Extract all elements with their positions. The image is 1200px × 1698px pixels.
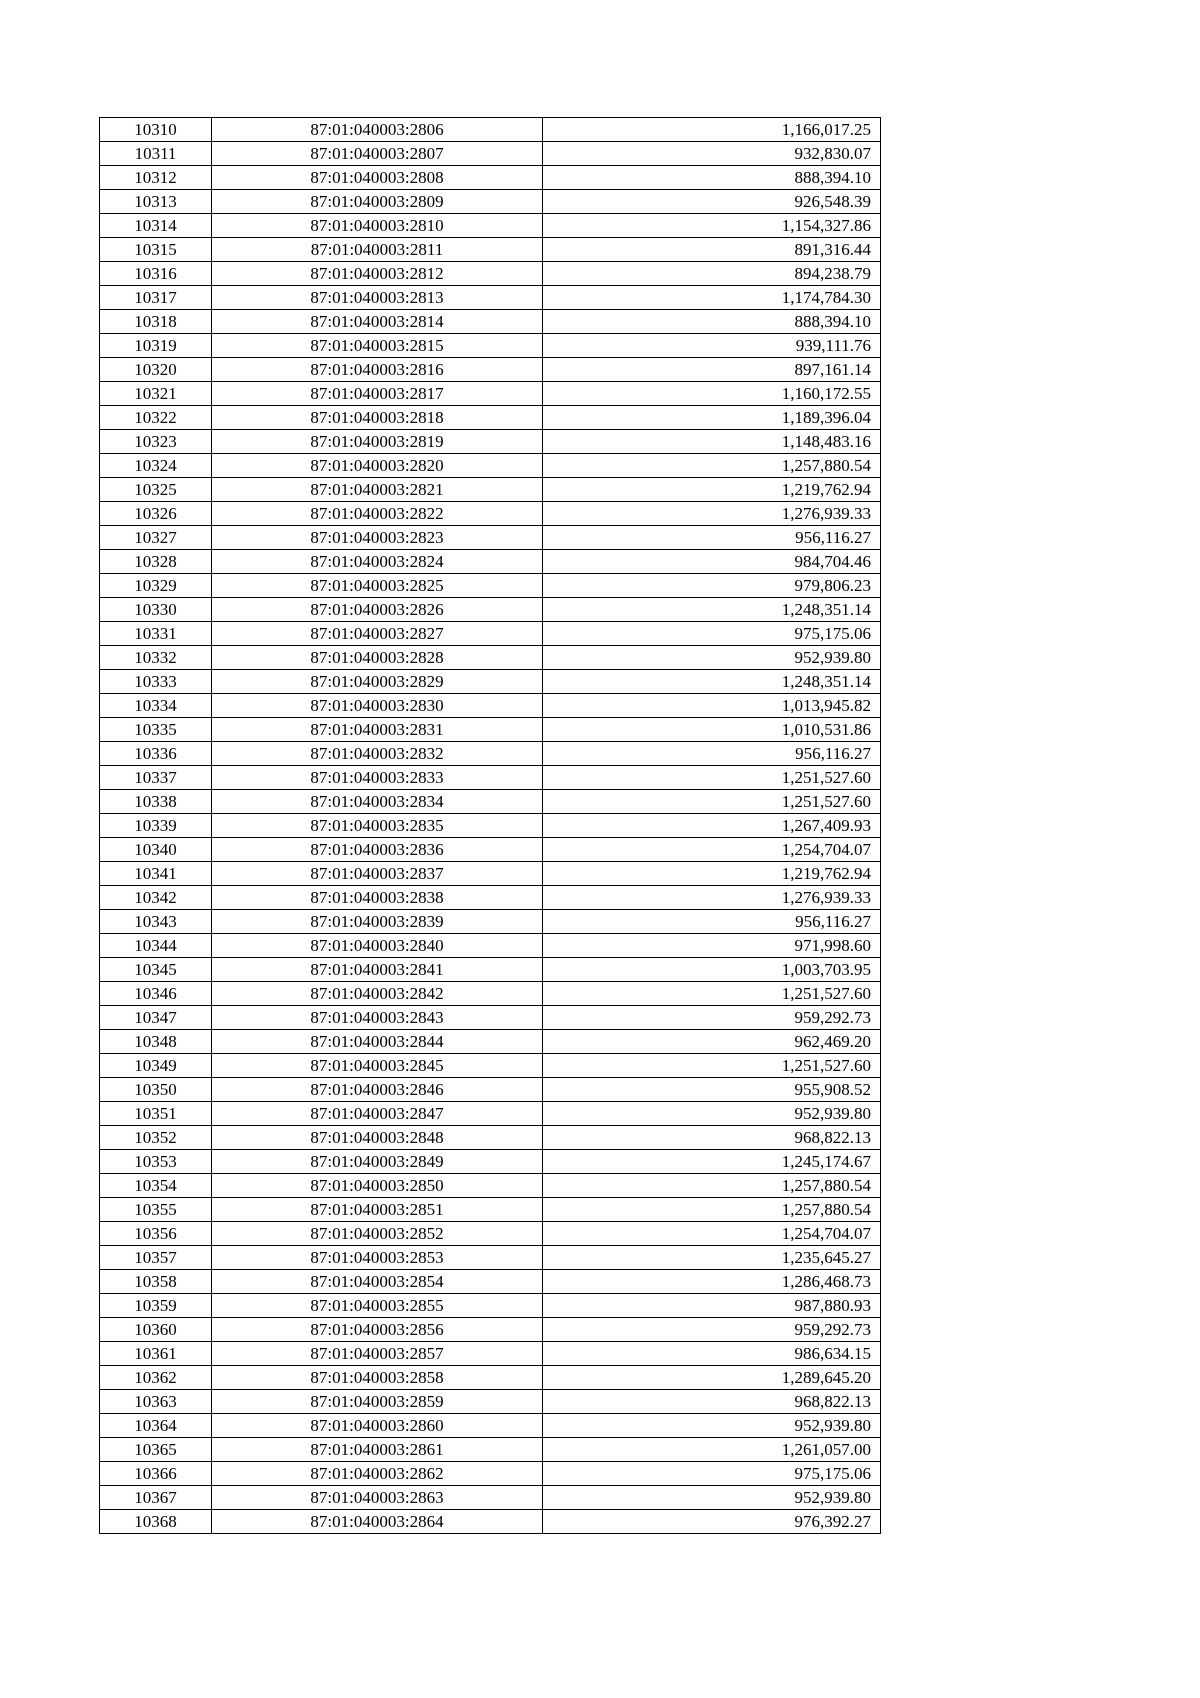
table-row	[100, 1318, 881, 1342]
table-row	[100, 1342, 881, 1366]
row-number-cell: 10311	[100, 142, 212, 166]
table-row	[100, 1294, 881, 1318]
table-row	[100, 910, 881, 934]
row-number-cell: 10331	[100, 622, 212, 646]
cadastral-number-cell: 87:01:040003:2839	[212, 910, 543, 934]
table-row	[100, 646, 881, 670]
table-row	[100, 262, 881, 286]
row-number-cell: 10335	[100, 718, 212, 742]
table-row	[100, 1126, 881, 1150]
row-number-cell: 10362	[100, 1366, 212, 1390]
cadastral-number-cell: 87:01:040003:2849	[212, 1150, 543, 1174]
row-number-cell: 10342	[100, 886, 212, 910]
value-cell: 926,548.39	[543, 190, 881, 214]
row-number-cell: 10357	[100, 1246, 212, 1270]
table-row	[100, 382, 881, 406]
cadastral-number-cell: 87:01:040003:2834	[212, 790, 543, 814]
value-cell: 1,267,409.93	[543, 814, 881, 838]
table-row	[100, 934, 881, 958]
value-cell: 986,634.15	[543, 1342, 881, 1366]
row-number-cell: 10347	[100, 1006, 212, 1030]
table-row	[100, 1006, 881, 1030]
cadastral-number-cell: 87:01:040003:2837	[212, 862, 543, 886]
value-cell: 987,880.93	[543, 1294, 881, 1318]
row-number-cell: 10354	[100, 1174, 212, 1198]
table-row	[100, 742, 881, 766]
row-number-cell: 10344	[100, 934, 212, 958]
value-cell: 888,394.10	[543, 310, 881, 334]
row-number-cell: 10367	[100, 1486, 212, 1510]
cadastral-number-cell: 87:01:040003:2823	[212, 526, 543, 550]
row-number-cell: 10319	[100, 334, 212, 358]
table-row	[100, 430, 881, 454]
row-number-cell: 10340	[100, 838, 212, 862]
value-cell: 939,111.76	[543, 334, 881, 358]
value-cell: 1,219,762.94	[543, 478, 881, 502]
row-number-cell: 10334	[100, 694, 212, 718]
cadastral-number-cell: 87:01:040003:2863	[212, 1486, 543, 1510]
table-row	[100, 694, 881, 718]
cadastral-number-cell: 87:01:040003:2840	[212, 934, 543, 958]
row-number-cell: 10364	[100, 1414, 212, 1438]
row-number-cell: 10345	[100, 958, 212, 982]
cadastral-number-cell: 87:01:040003:2813	[212, 286, 543, 310]
value-cell: 1,276,939.33	[543, 502, 881, 526]
cadastral-number-cell: 87:01:040003:2828	[212, 646, 543, 670]
value-cell: 956,116.27	[543, 526, 881, 550]
table-row	[100, 502, 881, 526]
value-cell: 952,939.80	[543, 1102, 881, 1126]
table-row	[100, 838, 881, 862]
row-number-cell: 10365	[100, 1438, 212, 1462]
table-row	[100, 406, 881, 430]
cadastral-number-cell: 87:01:040003:2827	[212, 622, 543, 646]
row-number-cell: 10323	[100, 430, 212, 454]
cadastral-number-cell: 87:01:040003:2853	[212, 1246, 543, 1270]
value-cell: 984,704.46	[543, 550, 881, 574]
cadastral-number-cell: 87:01:040003:2835	[212, 814, 543, 838]
cadastral-number-cell: 87:01:040003:2842	[212, 982, 543, 1006]
cadastral-number-cell: 87:01:040003:2861	[212, 1438, 543, 1462]
table-row	[100, 1510, 881, 1534]
row-number-cell: 10339	[100, 814, 212, 838]
value-cell: 1,235,645.27	[543, 1246, 881, 1270]
row-number-cell: 10324	[100, 454, 212, 478]
table-row	[100, 670, 881, 694]
table-row	[100, 478, 881, 502]
row-number-cell: 10326	[100, 502, 212, 526]
row-number-cell: 10353	[100, 1150, 212, 1174]
value-cell: 1,003,703.95	[543, 958, 881, 982]
row-number-cell: 10349	[100, 1054, 212, 1078]
value-cell: 1,013,945.82	[543, 694, 881, 718]
table-row	[100, 1390, 881, 1414]
table-row	[100, 598, 881, 622]
cadastral-number-cell: 87:01:040003:2818	[212, 406, 543, 430]
cadastral-number-cell: 87:01:040003:2832	[212, 742, 543, 766]
table-row	[100, 1462, 881, 1486]
value-cell: 1,189,396.04	[543, 406, 881, 430]
cadastral-number-cell: 87:01:040003:2851	[212, 1198, 543, 1222]
table-row	[100, 1030, 881, 1054]
cadastral-number-cell: 87:01:040003:2838	[212, 886, 543, 910]
row-number-cell: 10329	[100, 574, 212, 598]
table-row	[100, 334, 881, 358]
row-number-cell: 10327	[100, 526, 212, 550]
cadastral-number-cell: 87:01:040003:2850	[212, 1174, 543, 1198]
value-cell: 1,254,704.07	[543, 1222, 881, 1246]
table-row	[100, 886, 881, 910]
value-cell: 952,939.80	[543, 1486, 881, 1510]
cadastral-number-cell: 87:01:040003:2831	[212, 718, 543, 742]
row-number-cell: 10363	[100, 1390, 212, 1414]
cadastral-number-cell: 87:01:040003:2829	[212, 670, 543, 694]
table-row	[100, 1222, 881, 1246]
value-cell: 959,292.73	[543, 1006, 881, 1030]
row-number-cell: 10366	[100, 1462, 212, 1486]
row-number-cell: 10343	[100, 910, 212, 934]
value-cell: 962,469.20	[543, 1030, 881, 1054]
value-cell: 1,154,327.86	[543, 214, 881, 238]
value-cell: 956,116.27	[543, 742, 881, 766]
value-cell: 888,394.10	[543, 166, 881, 190]
value-cell: 968,822.13	[543, 1126, 881, 1150]
row-number-cell: 10320	[100, 358, 212, 382]
table-row	[100, 814, 881, 838]
row-number-cell: 10352	[100, 1126, 212, 1150]
table-row	[100, 862, 881, 886]
table-row	[100, 958, 881, 982]
value-cell: 1,261,057.00	[543, 1438, 881, 1462]
value-cell: 1,251,527.60	[543, 1054, 881, 1078]
row-number-cell: 10356	[100, 1222, 212, 1246]
row-number-cell: 10361	[100, 1342, 212, 1366]
value-cell: 1,276,939.33	[543, 886, 881, 910]
cadastral-number-cell: 87:01:040003:2817	[212, 382, 543, 406]
value-cell: 1,248,351.14	[543, 670, 881, 694]
row-number-cell: 10316	[100, 262, 212, 286]
value-cell: 1,219,762.94	[543, 862, 881, 886]
cadastral-number-cell: 87:01:040003:2862	[212, 1462, 543, 1486]
row-number-cell: 10312	[100, 166, 212, 190]
value-cell: 897,161.14	[543, 358, 881, 382]
table-row	[100, 1102, 881, 1126]
table-row	[100, 286, 881, 310]
value-cell: 979,806.23	[543, 574, 881, 598]
cadastral-number-cell: 87:01:040003:2812	[212, 262, 543, 286]
value-cell: 955,908.52	[543, 1078, 881, 1102]
cadastral-number-cell: 87:01:040003:2816	[212, 358, 543, 382]
value-cell: 975,175.06	[543, 622, 881, 646]
row-number-cell: 10359	[100, 1294, 212, 1318]
cadastral-number-cell: 87:01:040003:2814	[212, 310, 543, 334]
row-number-cell: 10360	[100, 1318, 212, 1342]
row-number-cell: 10351	[100, 1102, 212, 1126]
cadastral-number-cell: 87:01:040003:2806	[212, 118, 543, 142]
cadastral-number-cell: 87:01:040003:2845	[212, 1054, 543, 1078]
cadastral-number-cell: 87:01:040003:2830	[212, 694, 543, 718]
cadastral-number-cell: 87:01:040003:2859	[212, 1390, 543, 1414]
cadastral-number-cell: 87:01:040003:2857	[212, 1342, 543, 1366]
value-cell: 1,010,531.86	[543, 718, 881, 742]
row-number-cell: 10317	[100, 286, 212, 310]
cadastral-number-cell: 87:01:040003:2833	[212, 766, 543, 790]
cadastral-number-cell: 87:01:040003:2864	[212, 1510, 543, 1534]
value-cell: 975,175.06	[543, 1462, 881, 1486]
value-cell: 1,286,468.73	[543, 1270, 881, 1294]
value-cell: 1,166,017.25	[543, 118, 881, 142]
cadastral-number-cell: 87:01:040003:2815	[212, 334, 543, 358]
row-number-cell: 10330	[100, 598, 212, 622]
row-number-cell: 10337	[100, 766, 212, 790]
table-row	[100, 622, 881, 646]
value-cell: 1,251,527.60	[543, 790, 881, 814]
table-row	[100, 1174, 881, 1198]
value-cell: 1,160,172.55	[543, 382, 881, 406]
value-cell: 1,174,784.30	[543, 286, 881, 310]
cadastral-number-cell: 87:01:040003:2846	[212, 1078, 543, 1102]
row-number-cell: 10355	[100, 1198, 212, 1222]
row-number-cell: 10350	[100, 1078, 212, 1102]
table-row	[100, 214, 881, 238]
value-cell: 1,245,174.67	[543, 1150, 881, 1174]
table-row	[100, 1486, 881, 1510]
cadastral-number-cell: 87:01:040003:2807	[212, 142, 543, 166]
row-number-cell: 10358	[100, 1270, 212, 1294]
value-cell: 968,822.13	[543, 1390, 881, 1414]
cadastral-number-cell: 87:01:040003:2820	[212, 454, 543, 478]
value-cell: 952,939.80	[543, 1414, 881, 1438]
table-row	[100, 982, 881, 1006]
row-number-cell: 10313	[100, 190, 212, 214]
value-cell: 1,251,527.60	[543, 766, 881, 790]
cadastral-number-cell: 87:01:040003:2856	[212, 1318, 543, 1342]
value-cell: 932,830.07	[543, 142, 881, 166]
value-cell: 952,939.80	[543, 646, 881, 670]
table-row	[100, 790, 881, 814]
cadastral-number-cell: 87:01:040003:2808	[212, 166, 543, 190]
cadastral-number-cell: 87:01:040003:2855	[212, 1294, 543, 1318]
cadastral-value-table	[99, 117, 881, 1534]
table-row	[100, 238, 881, 262]
value-cell: 976,392.27	[543, 1510, 881, 1534]
cadastral-number-cell: 87:01:040003:2821	[212, 478, 543, 502]
row-number-cell: 10338	[100, 790, 212, 814]
cadastral-number-cell: 87:01:040003:2826	[212, 598, 543, 622]
table-row	[100, 1150, 881, 1174]
cadastral-number-cell: 87:01:040003:2843	[212, 1006, 543, 1030]
cadastral-number-cell: 87:01:040003:2811	[212, 238, 543, 262]
table-row	[100, 118, 881, 142]
table-row	[100, 766, 881, 790]
table-row	[100, 1054, 881, 1078]
cadastral-number-cell: 87:01:040003:2841	[212, 958, 543, 982]
cadastral-number-cell: 87:01:040003:2848	[212, 1126, 543, 1150]
cadastral-number-cell: 87:01:040003:2825	[212, 574, 543, 598]
table-row	[100, 550, 881, 574]
cadastral-number-cell: 87:01:040003:2824	[212, 550, 543, 574]
value-cell: 971,998.60	[543, 934, 881, 958]
row-number-cell: 10321	[100, 382, 212, 406]
table-row	[100, 526, 881, 550]
row-number-cell: 10332	[100, 646, 212, 670]
value-cell: 956,116.27	[543, 910, 881, 934]
table-row	[100, 1198, 881, 1222]
table-row	[100, 1270, 881, 1294]
value-cell: 1,254,704.07	[543, 838, 881, 862]
value-cell: 959,292.73	[543, 1318, 881, 1342]
row-number-cell: 10336	[100, 742, 212, 766]
table-row	[100, 1366, 881, 1390]
table-row	[100, 1246, 881, 1270]
value-cell: 1,148,483.16	[543, 430, 881, 454]
table-row	[100, 166, 881, 190]
table-row	[100, 454, 881, 478]
row-number-cell: 10325	[100, 478, 212, 502]
cadastral-number-cell: 87:01:040003:2860	[212, 1414, 543, 1438]
table-row	[100, 310, 881, 334]
row-number-cell: 10322	[100, 406, 212, 430]
value-cell: 1,251,527.60	[543, 982, 881, 1006]
table-row	[100, 142, 881, 166]
table-body	[100, 118, 881, 1534]
row-number-cell: 10348	[100, 1030, 212, 1054]
row-number-cell: 10315	[100, 238, 212, 262]
row-number-cell: 10310	[100, 118, 212, 142]
table-row	[100, 1414, 881, 1438]
table-row	[100, 358, 881, 382]
value-cell: 1,257,880.54	[543, 1174, 881, 1198]
cadastral-number-cell: 87:01:040003:2810	[212, 214, 543, 238]
cadastral-number-cell: 87:01:040003:2854	[212, 1270, 543, 1294]
row-number-cell: 10346	[100, 982, 212, 1006]
cadastral-number-cell: 87:01:040003:2847	[212, 1102, 543, 1126]
row-number-cell: 10318	[100, 310, 212, 334]
cadastral-number-cell: 87:01:040003:2844	[212, 1030, 543, 1054]
table-row	[100, 1078, 881, 1102]
table-row	[100, 718, 881, 742]
value-cell: 1,257,880.54	[543, 454, 881, 478]
value-cell: 1,257,880.54	[543, 1198, 881, 1222]
row-number-cell: 10314	[100, 214, 212, 238]
value-cell: 1,248,351.14	[543, 598, 881, 622]
row-number-cell: 10368	[100, 1510, 212, 1534]
value-cell: 891,316.44	[543, 238, 881, 262]
row-number-cell: 10333	[100, 670, 212, 694]
row-number-cell: 10328	[100, 550, 212, 574]
cadastral-number-cell: 87:01:040003:2858	[212, 1366, 543, 1390]
table-row	[100, 574, 881, 598]
value-cell: 1,289,645.20	[543, 1366, 881, 1390]
value-cell: 894,238.79	[543, 262, 881, 286]
cadastral-number-cell: 87:01:040003:2819	[212, 430, 543, 454]
row-number-cell: 10341	[100, 862, 212, 886]
table-row	[100, 190, 881, 214]
cadastral-number-cell: 87:01:040003:2822	[212, 502, 543, 526]
cadastral-number-cell: 87:01:040003:2809	[212, 190, 543, 214]
cadastral-number-cell: 87:01:040003:2836	[212, 838, 543, 862]
cadastral-number-cell: 87:01:040003:2852	[212, 1222, 543, 1246]
table-row	[100, 1438, 881, 1462]
